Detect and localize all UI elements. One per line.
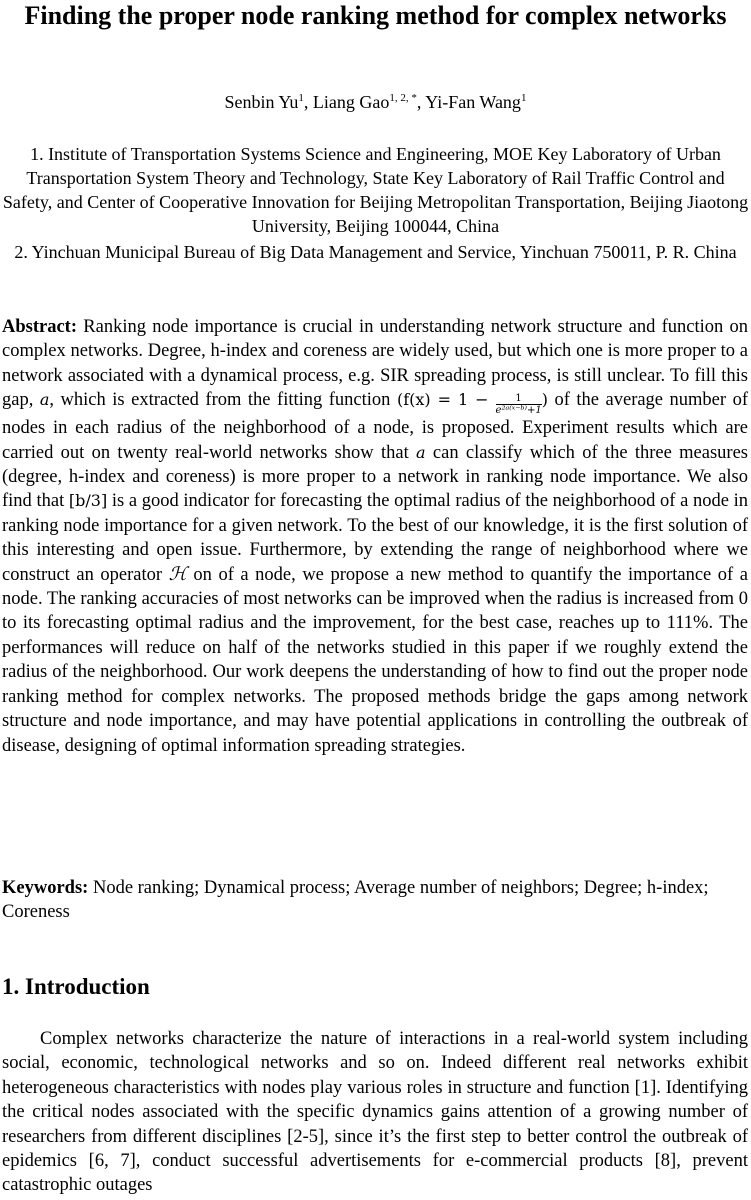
author-name: Yi-Fan Wang (425, 92, 521, 112)
author-affiliation-mark: 1 (520, 92, 527, 104)
paper-title: Finding the proper node ranking method for complex networks (24, 1, 727, 30)
abstract-text: , which is extracted from the fitting function (49, 390, 397, 411)
author-separator: , (303, 92, 313, 112)
keywords-label: Keywords: (2, 878, 89, 898)
formula-rhs: ) (541, 390, 548, 410)
symbol-operator-h: ℋ (168, 563, 187, 585)
author-affiliation-mark: 1 (298, 92, 304, 104)
abstract-text: can classify which of the three measures (degree, h-index and coreness) is more proper to a network in ranking node importance. We also find that (2, 442, 748, 512)
abstract-label: Abstract: (2, 317, 78, 337)
formula-lhs: (f(x) = 1 − (396, 390, 496, 410)
abstract-text: on of a node, we propose a new method to quantify the importance of a node. The ranking accuracies of most networks can be improved when the radius is increased from 0 to its forecasting optimal radius and the improvement, for the best case, reaches up to 111%. The performances will reduce on half of the networks studied in this paper if we roughly extend the radius of the neighborhood. Our work deepens the understanding of how to find out the proper node ranking method for complex networks. The proposed methods bridge the gaps among network structure and node importance, and may have potential applications in controlling the outbreak of disease, designing of optimal information spreading strategies. (2, 564, 748, 756)
affiliation-1: 1. Institute of Transportation Systems Science and Engineering, MOE Key Laboratory of Urban Transportation System Theory and Technology, State Key Laboratory of Rail Traffic Control and Safety, and Center of Cooperative Innovation for Beijing Metropolitan Transportation, Beijing Jiaotong University, Beijing 100044, China (2, 144, 749, 236)
author-name: Senbin Yu (224, 92, 299, 112)
keywords (2, 876, 748, 925)
keywords-text: Node ranking; Dynamical process; Average number of neighbors; Degree; h-index; Coreness (2, 878, 709, 923)
formula-fraction (496, 394, 542, 416)
abstract-text: of the average number of nodes in each radius of the neighborhood of a node, is proposed. Experiment results which are carried out on twenty real-world networks show that (2, 390, 748, 463)
abstract-text: is a good indicator for forecasting the optimal radius of the neighborhood of a node in ranking node importance for a given network. To the best of our knowledge, it is the first solution of this interesting and open issue. Furthermore, by extending the range of neighborhood where we construct an operator (2, 491, 749, 585)
fitting-function-formula (396, 390, 548, 417)
author-list (0, 90, 751, 114)
abstract-text: Ranking node importance is crucial in understanding network structure and function on complex networks. Degree, h-index and coreness are widely used, but which one is more proper to a network associated with a dynamical process, e.g. SIR spreading process, is still unclear. To fill this gap, (2, 317, 748, 411)
symbol-a: a (416, 442, 426, 462)
author-separator: , (416, 92, 426, 112)
symbol-a: a (39, 390, 50, 410)
affiliation-2: 2. Yinchuan Municipal Bureau of Big Data Management and Service, Yinchuan 750011, P. R. China (14, 242, 737, 262)
fraction-denominator: e²ᵃ⁽ˣ⁻ᵇ⁾+1 (495, 405, 542, 417)
introduction-paragraph: Complex networks characterize the nature of interactions in a real-world system including social, economic, technological networks and so on. Indeed different real networks exhibit heterogeneous characteristics with nodes play various roles in structure and function [1]. Identifying the critical nodes associated with the specific dynamics gains attention of a growing number of researchers from different disciplines [2-5], since it’s the first step to better control the outbreak of epidemics [6, 7], conduct successful advertisements for e-commercial products [8], prevent catastrophic outages (2, 1029, 748, 1196)
fraction-numerator: 1 (496, 394, 542, 405)
section-heading-introduction: 1. Introduction (2, 974, 150, 999)
symbol-b-over-3: [b/3] (68, 491, 108, 511)
author-name: Liang Gao (312, 92, 390, 112)
abstract (2, 315, 748, 758)
author-affiliation-mark: 1, 2, * (389, 92, 417, 104)
